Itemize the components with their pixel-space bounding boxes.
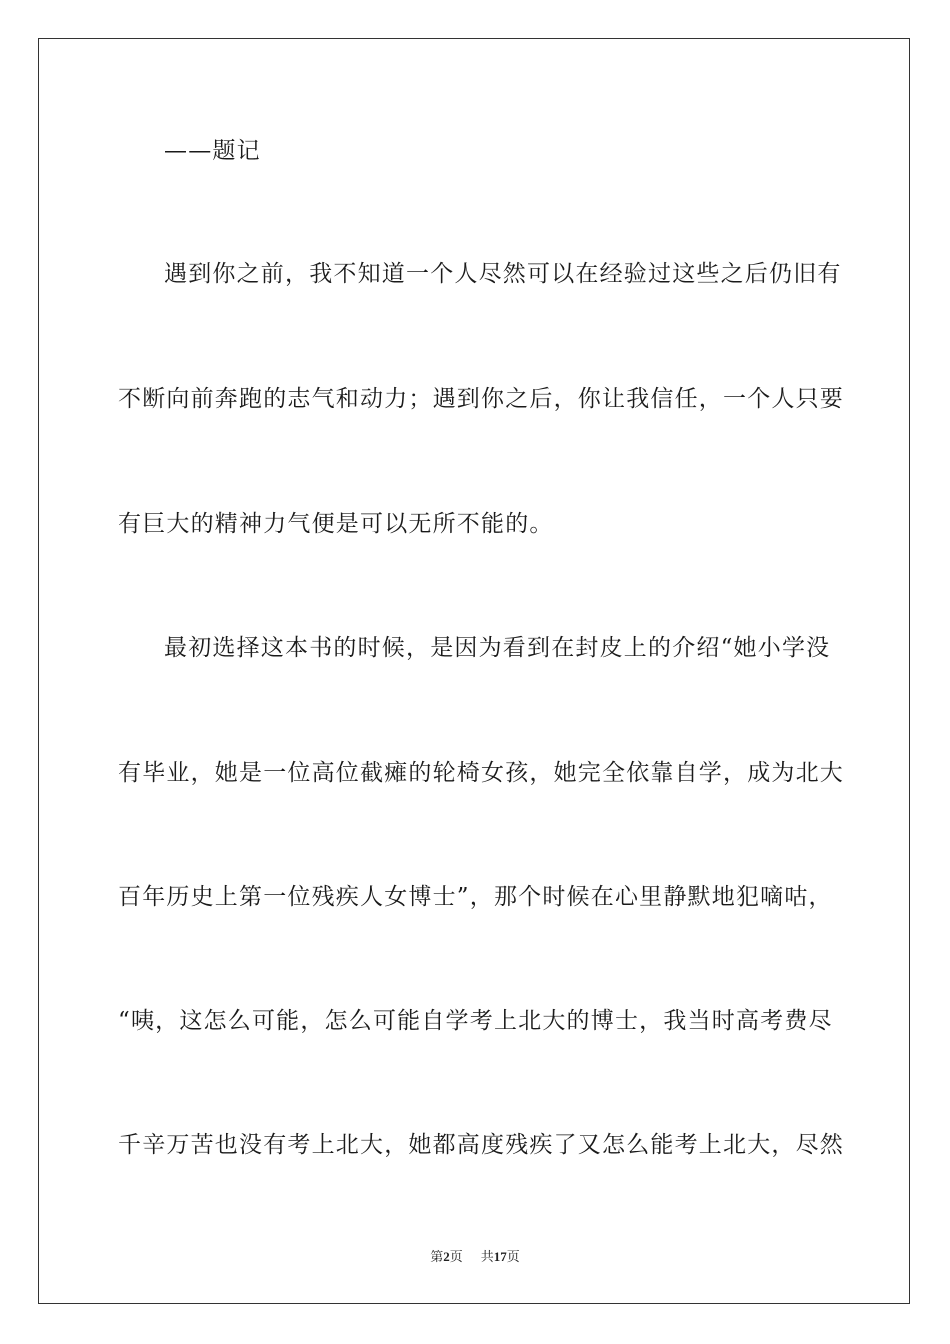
paragraph-2-line-3: 百年历史上第一位残疾人女博士”，那个时候在心里静默地犯嘀咕， <box>118 884 833 910</box>
paragraph-2-line-1: 最初选择这本书的时候，是因为看到在封皮上的介绍“她小学没 <box>164 635 831 661</box>
page-prefix: 第 <box>430 1250 444 1265</box>
page-suffix: 页 <box>449 1250 463 1265</box>
page-total: 17 <box>493 1249 507 1264</box>
paragraph-1-line-1: 遇到你之前，我不知道一个人尽然可以在经验过这些之后仍旧有 <box>164 261 842 287</box>
page-current: 2 <box>443 1249 450 1264</box>
paragraph-2-line-5: 千辛万苦也没有考上北大，她都高度残疾了又怎么能考上北大，尽然 <box>118 1132 844 1158</box>
paragraph-2-line-4: “咦，这怎么可能，怎么可能自学考上北大的博士，我当时高考费尽 <box>118 1008 833 1034</box>
page-border <box>38 38 910 1304</box>
paragraph-2-line-2: 有毕业，她是一位高位截瘫的轮椅女孩，她完全依靠自学，成为北大 <box>118 760 844 786</box>
paragraph-1-line-3: 有巨大的精神力气便是可以无所不能的。 <box>118 511 554 537</box>
page-footer <box>0 1248 950 1267</box>
epigraph: ——题记 <box>164 138 261 164</box>
total-prefix: 共 <box>480 1250 494 1265</box>
total-suffix: 页 <box>506 1250 520 1265</box>
paragraph-1-line-2: 不断向前奔跑的志气和动力；遇到你之后，你让我信任，一个人只要 <box>118 386 844 412</box>
